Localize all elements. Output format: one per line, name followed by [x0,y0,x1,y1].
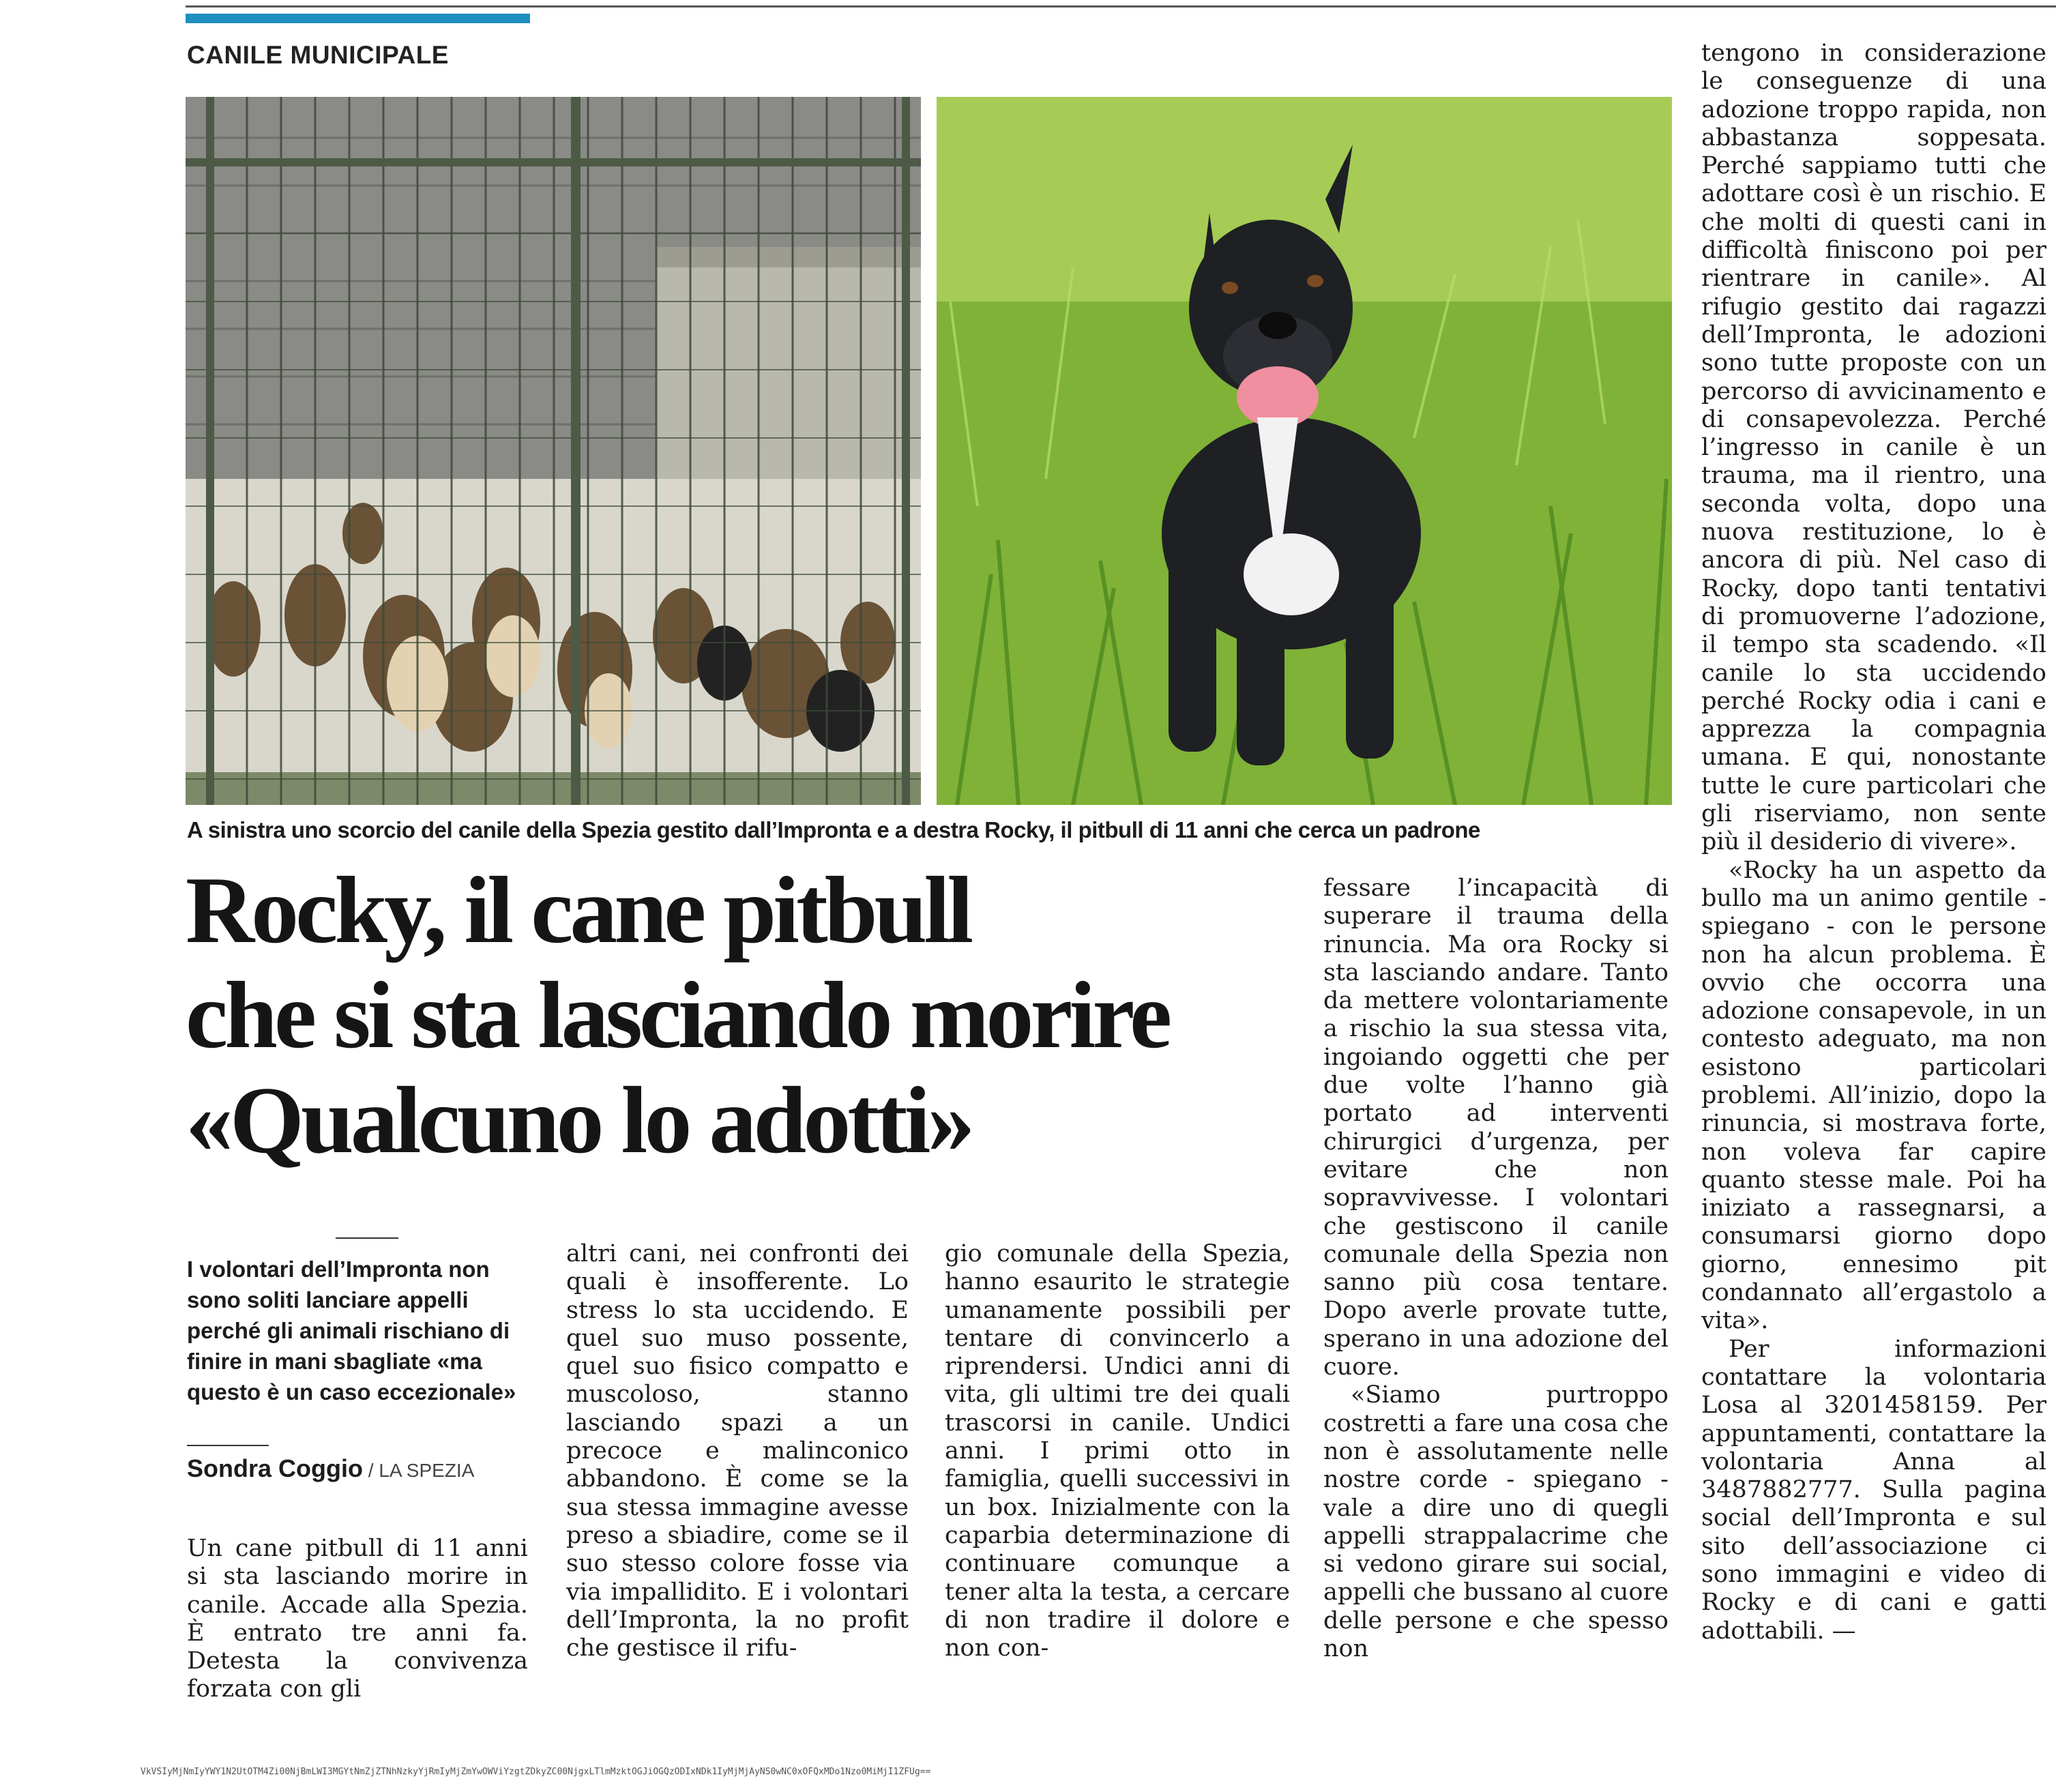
body-paragraph: altri cani, nei confronti dei quali è insofferente. Lo stress lo sta uccidendo. E quel suo muso possente, quel suo fisico compatto e muscoloso, stanno lasciando spazi a un precoce e malinconico abbandono. È come se la sua stessa immagine avesse preso a sbiadire, come se il suo stesso colore fosse via via impallidito. E i volontari dell’Impronta, la no profit che gestisce il rifu- [566,1240,909,1662]
footer-tracking-code: VkVSIyMjNmIyYWY1N2UtOTM4Zi00NjBmLWI3MGYtNmZjZTNhNzkyYjRmIyMjZmYwOWViYzgtZDkyZC00NjgxLTlmMzktOGJiOGQzODIxNDk1IyMjMjAyNS0wNC0xOFQxMDo1Nzo0MiMjI1ZFUg== [141,1767,931,1777]
headline-line-3: «Qualcuno lo adotti» [186,1068,972,1173]
byline-rule [187,1445,269,1446]
body-paragraph: Un cane pitbull di 11 anni si sta lasciando morire in canile. Accade alla Spezia. È entrato tre anni fa. Detesta la convivenza forzata con gli [187,1535,528,1703]
body-column-2 [566,1240,909,1662]
body-column-5 [1701,40,2046,1645]
headline-line-2: che si sta lasciando morire [186,963,1169,1068]
standfirst-rule [336,1237,398,1239]
byline [187,1454,474,1483]
body-paragraph: tengono in considerazione le conseguenze di una adozione troppo rapida, non abbastanza soppesata. Perché sappiamo tutti che adottare così è un rischio. E che molti di questi cani in difficoltà finiscono poi per rientrare in canile». Al rifugio gestito dai ragazzi dell’Impronta, le adozioni sono tutte proposte con un percorso di avvicinamento e di consapevolezza. Perché l’ingresso in canile è un trauma, ma il rientro, una seconda volta, dopo una nuova restituzione, lo è ancora di più. Nel caso di Rocky, dopo tanti tentativi di promuoverne l’adozione, il tempo sta scadendo. «Il canile lo sta uccidendo perché Rocky odia i cani e apprezza la compagnia umana. E qui, nonostante tutte le cure particolari che gli riserviamo, non sente più il desiderio di vivere». [1701,40,2046,856]
headline [186,858,1318,1173]
standfirst: I volontari dell’Impronta non sono soliti lanciare appelli perché gli animali rischiano di finire in mani sbagliate «ma questo è un caso eccezionale» [187,1257,516,1405]
section-accent-bar [186,14,530,23]
body-paragraph: «Siamo purtroppo costretti a fare una cosa che non è assolutamente nelle nostre corde - spiegano - vale a dire uno di quegli appelli strappalacrime che si vedono girare sui social, appelli che bussano al cuore delle persone e che spesso non [1323,1381,1669,1663]
body-column-3 [945,1240,1290,1662]
body-paragraph: gio comunale della Spezia, hanno esaurito le strategie umanamente possibili per tentare di convincerlo a riprendersi. Undici anni di vita, gli ultimi tre dei quali trascorsi in canile. Undici anni. I primi otto in famiglia, quelli successivi in un box. Inizialmente con la caparbia determinazione di continuare comunque a tener alta la testa, a cercare di non tradire il dolore e non con- [945,1240,1290,1662]
top-rule [186,5,2056,8]
rocky-photo [937,97,1672,805]
headline-line-1: Rocky, il cane pitbull [186,857,971,963]
body-column-1 [187,1535,528,1704]
body-paragraph: Per informazioni contattare la volontaria Losa al 3201458159. Per appuntamenti, contattare la volontaria Anna al 3487882777. Sulla pagina social dell’Impronta e sul sito dell’associazione ci sono immagini e video di Rocky e di cani e gatti adottabili. — [1701,1335,2046,1645]
body-paragraph: fessare l’incapacità di superare il trauma della rinuncia. Ma ora Rocky si sta lasciando andare. Tanto da mettere volontariamente a rischio la sua stessa vita, ingoiando oggetti che per due volte l’hanno già portato ad interventi chirurgici d’urgenza, per evitare che non sopravvivesse. I volontari che gestiscono il canile comunale della Spezia non sanno più cosa tentare. Dopo averle provate tutte, sperano in una adozione del cuore. [1323,875,1669,1381]
body-paragraph: «Rocky ha un aspetto da bullo ma un animo gentile - spiegano - con le persone non ha alcun problema. È ovvio che occorra una adozione consapevole, in un contesto adeguato, ma non esistono particolari problemi. All’inizio, dopo la rinuncia, si mostrava forte, non voleva far capire quanto stesse male. Poi ha iniziato a rassegnarsi, a consumarsi giorno dopo giorno, ennesimo pit condannato all’ergastolo a vita». [1701,856,2046,1335]
photo-caption: A sinistra uno scorcio del canile della Spezia gestito dall’Impronta e a destra Rocky, il pitbull di 11 anni che cerca un padrone [187,817,1480,842]
author-name: Sondra Coggio [187,1454,363,1482]
section-kicker: CANILE MUNICIPALE [187,41,449,69]
kennel-photo [186,97,921,805]
dateline-place: / LA SPEZIA [362,1460,475,1481]
body-column-4 [1323,875,1669,1663]
